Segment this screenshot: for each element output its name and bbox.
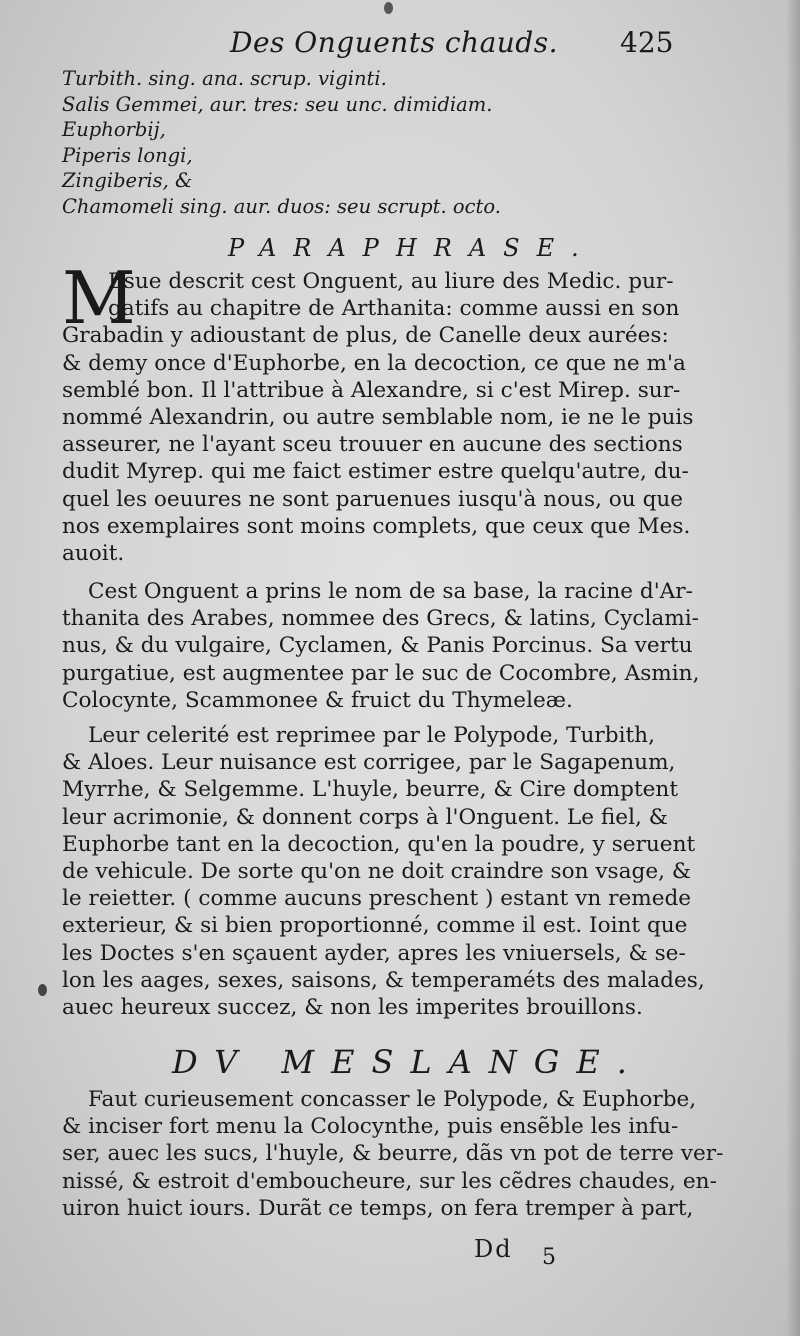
text-line: & Aloes. Leur nuisance est corrigee, par le Sagapenum,: [62, 750, 676, 776]
recipe-line: Salis Gemmei, aur. tres: seu unc. dimidiam.: [62, 92, 493, 116]
text-line: nommé Alexandrin, ou autre semblable nom, ie ne le puis: [62, 404, 694, 430]
text-line: ser, auec les sucs, l'huyle, & beurre, dãs vn pot de terre ver-: [62, 1141, 724, 1167]
text-line: lon les aages, sexes, saisons, & temperaméts des malades,: [62, 967, 705, 993]
recipe-list: [62, 66, 742, 219]
text-line: nus, & du vulgaire, Cyclamen, & Panis Porcinus. Sa vertu: [62, 633, 693, 659]
running-head: Des Onguents chauds.: [230, 26, 558, 59]
recipe-line: Zingiberis, &: [62, 169, 193, 192]
catchword: Dd: [474, 1235, 513, 1263]
text-line: quel les oeuures ne sont paruenues iusqu'à nous, ou que: [62, 486, 684, 512]
recipe-line: Chamomeli sing. aur. duos: seu scrupt. octo.: [62, 194, 501, 218]
recipe-line: Turbith. sing. ana. scrup. viginti.: [62, 67, 387, 90]
text-line: Esue descrit cest Onguent, au liure des Medic. pur-: [108, 269, 674, 294]
text-line: & inciser fort menu la Colocynthe, puis ensẽble les infu-: [62, 1114, 679, 1140]
text-line: Leur celerité est reprimee par le Polypode, Turbith,: [88, 723, 655, 748]
text-line: gatifs au chapitre de Arthanita: comme aussi en son: [108, 296, 680, 322]
recipe-line: Piperis longi,: [62, 143, 193, 167]
text-line: purgatiue, est augmentee par le suc de Cocombre, Asmin,: [62, 660, 700, 686]
text-line: les Doctes s'en sçauent ayder, apres les vniuersels, & se-: [62, 940, 686, 966]
text-line: Cest Onguent a prins le nom de sa base, la racine d'Ar-: [88, 579, 693, 604]
paragraph-1: [62, 256, 782, 567]
margin-mark: [38, 984, 47, 996]
paragraph-2: [62, 578, 782, 714]
text-line: Faut curieusement concasser le Polypode, & Euphorbe,: [88, 1087, 697, 1112]
section-title-meslange: DV MESLANGE.: [172, 1043, 644, 1081]
page-edge-shadow: [786, 0, 800, 1336]
paragraph-3: [62, 722, 782, 1021]
text-line: Grabadin y adioustant de plus, de Canelle deux aurées:: [62, 323, 669, 349]
binding-hole-mark: [384, 2, 393, 14]
text-line: asseurer, ne l'ayant sceu trouuer en aucune des sections: [62, 432, 683, 458]
text-line: & demy once d'Euphorbe, en la decoction, ce que ne m'a: [62, 350, 686, 376]
text-line: dudit Myrep. qui me faict estimer estre quelqu'autre, du-: [62, 459, 689, 485]
text-line: Colocynte, Scammonee & fruict du Thymeleæ.: [62, 687, 573, 713]
text-line: auoit.: [62, 540, 125, 566]
text-line: leur acrimonie, & donnent corps à l'Onguent. Le fiel, &: [62, 804, 668, 830]
text-line: uiron huict iours. Durãt ce temps, on fera tremper à part,: [62, 1195, 694, 1221]
text-line: Euphorbe tant en la decoction, qu'en la poudre, y seruent: [62, 831, 696, 857]
drop-cap: M: [62, 256, 136, 340]
signature-mark: 5: [542, 1245, 556, 1270]
text-line: nissé, & estroit d'emboucheure, sur les cẽdres chaudes, en-: [62, 1168, 717, 1194]
text-line: exterieur, & si bien proportionné, comme il est. Ioint que: [62, 913, 688, 939]
section-title-paraphrase: PARAPHRASE.: [228, 234, 596, 262]
paragraph-4: [62, 1086, 782, 1222]
text-line: nos exemplaires sont moins complets, que ceux que Mes.: [62, 513, 691, 539]
text-line: le reietter. ( comme aucuns preschent ) estant vn remede: [62, 886, 692, 912]
recipe-line: Euphorbij,: [62, 118, 166, 141]
text-line: thanita des Arabes, nommee des Grecs, & latins, Cyclami-: [62, 606, 699, 632]
page-number: 425: [620, 26, 674, 59]
text-line: Myrrhe, & Selgemme. L'huyle, beurre, & Cire domptent: [62, 777, 679, 803]
text-line: auec heureux succez, & non les imperites brouillons.: [62, 994, 643, 1020]
text-line: semblé bon. Il l'attribue à Alexandre, si c'est Mirep. sur-: [62, 377, 681, 403]
text-line: de vehicule. De sorte qu'on ne doit craindre son vsage, &: [62, 858, 692, 884]
